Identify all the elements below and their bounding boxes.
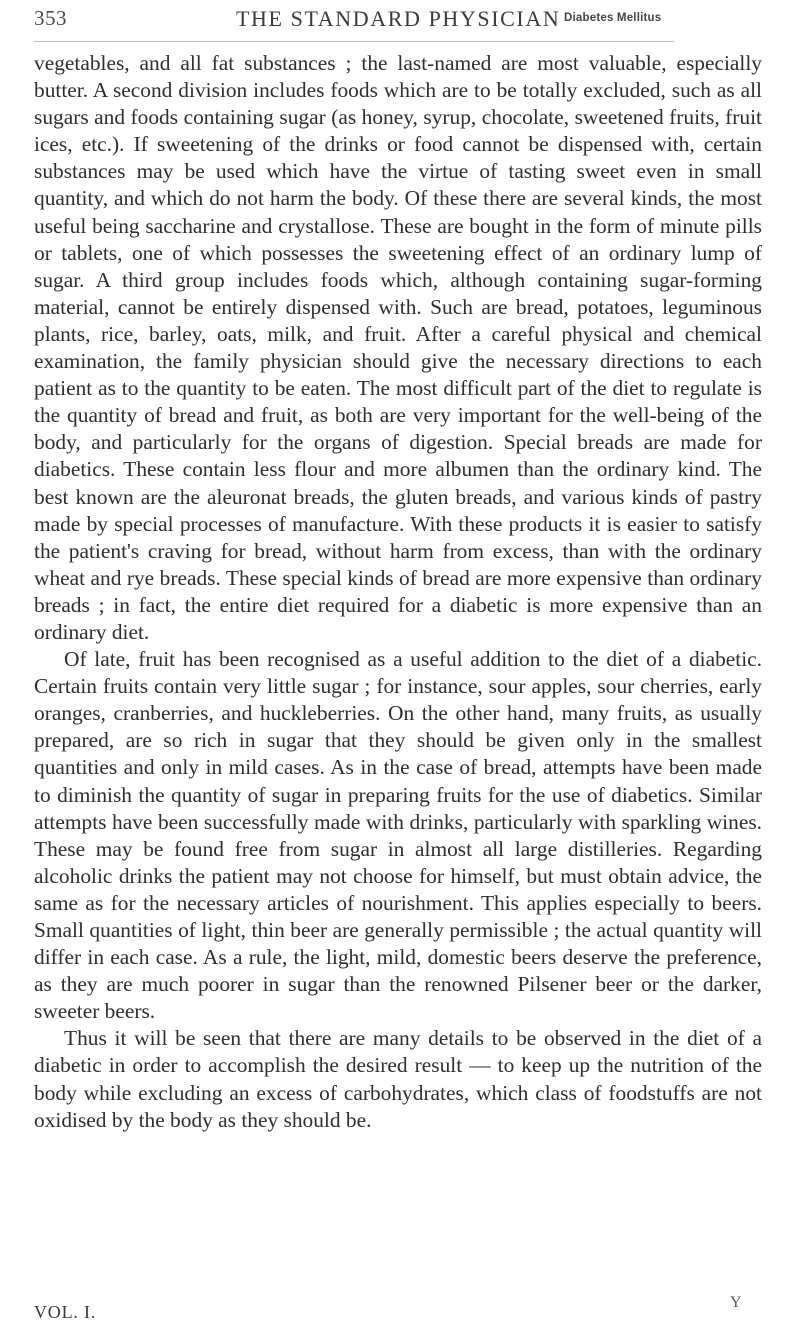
paragraph: Of late, fruit has been recognised as a useful addition to the diet of a diabetic. Certain fruits contain very little sugar ; for instance, sour apples, sour cherries, early oranges, cranberries, and huckleberries. On the other hand, many fruits, as usually prepared, are so rich in sugar that they should be given only in the smallest quantities and only in mild cases. As in the case of bread, attempts have been made to diminish the quantity of sugar in preparing fruits for the use of diabetics. Similar attempts have been successfully made with drinks, particularly with sparkling wines. These may be found free from sugar in almost all large distilleries. Regarding alcoholic drinks the patient may not choose for himself, but must obtain advice, the same as for the necessary articles of nourishment. This applies especially to beers. Small quantities of light, thin beer are generally permissible ; the actual quantity will differ in each case. As a rule, the light, mild, domestic beers deserve the preference, as they are much poorer in sugar than the renowned Pilsener beer or the darker, sweeter beers. bbox=[34, 647, 762, 1024]
page-number: 353 bbox=[34, 6, 67, 30]
volume-label: VOL. I. bbox=[34, 1302, 97, 1322]
paragraph: Thus it will be seen that there are many details to be observed in the diet of a diabetic in order to accomplish the desired result — to keep up the nutrition of the body while excluding an excess of carbohydrates, which class of foodstuffs are not oxidised by the body as they should be. bbox=[34, 1026, 762, 1132]
header-rule bbox=[34, 41, 674, 42]
paragraph-continued: vegetables, and all fat substances ; the last-named are most valuable, especially butter. A second division includes foods which are to be totally excluded, such as all sugars and foods containing sugar (as honey, syrup, chocolate, sweetened fruits, fruit ices, etc.). If sweetening of the drinks or food cannot be dispensed with, certain substances may be used which have the virtue of tasting sweet even in small quantity, and which do not harm the body. Of these there are several kinds, the most useful being saccharine and crystallose. These are bought in the form of minute pills or tablets, one of which possesses the sweetening effect of an ordinary lump of sugar. A third group includes foods which, although containing sugar-forming material, cannot be entirely dispensed with. Such are bread, potatoes, leguminous plants, rice, barley, oats, milk, and fruit. After a careful physical and chemical examination, the family physician should give the necessary directions to each patient as to the quantity to be eaten. The most difficult part of the diet to regulate is the quantity of bread and fruit, as both are very important for the well-being of the body, and particularly for the organs of digestion. Special breads are made for diabetics. These contain less flour and more albumen than the ordinary kind. The best known are the aleuronat breads, the gluten breads, and various kinds of pastry made by special processes of manufacture. With these products it is easier to satisfy the patient's craving for bread, without harm from excess, than with the ordinary wheat and rye breads. These special kinds of bread are more expensive than ordinary breads ; in fact, the entire diet required for a diabetic is more expensive than an ordinary diet. bbox=[34, 51, 762, 644]
signature-mark: Y bbox=[730, 1294, 742, 1311]
section-label: Diabetes Mellitus bbox=[564, 12, 662, 24]
page-header bbox=[34, 6, 778, 40]
running-title: THE STANDARD PHYSICIAN bbox=[236, 6, 561, 31]
body-text bbox=[34, 50, 762, 1134]
page-footer bbox=[34, 1294, 778, 1326]
